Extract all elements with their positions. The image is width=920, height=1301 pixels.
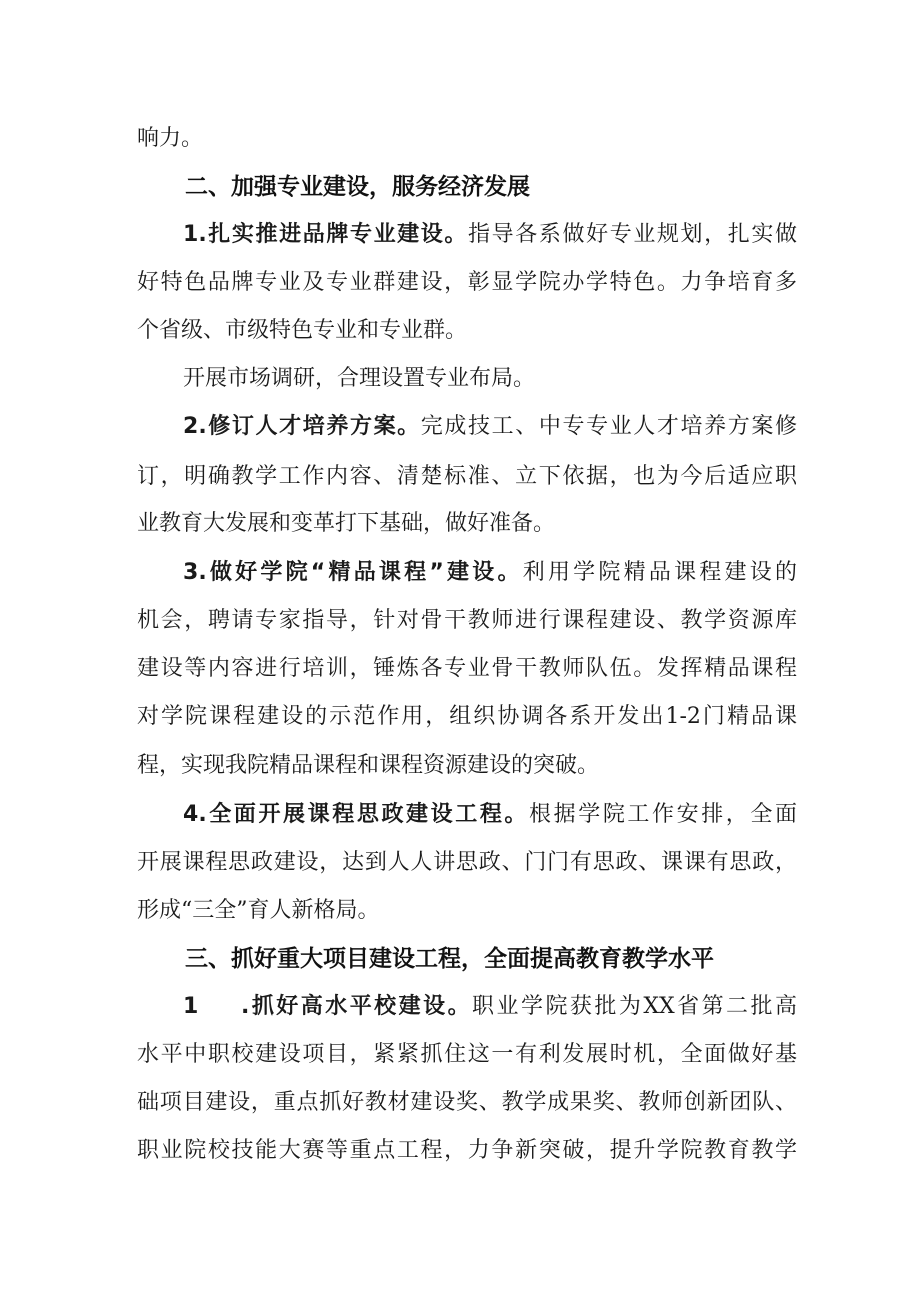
item-5-line-3: 础项目建设，重点抓好教材建设奖、教学成果奖、教师创新团队、: [137, 1090, 797, 1115]
item-5-line-2: 水平中职校建设项目，紧紧抓住这一有利发展时机，全面做好基: [137, 1042, 797, 1067]
item-5-title: .抓好高水平校建设。: [241, 994, 473, 1019]
paragraph-line: 响力。: [137, 126, 204, 151]
item-5-number: 1: [183, 994, 199, 1019]
item-4-title: .全面开展课程思政建设工程。: [198, 802, 530, 827]
item-4-number: 4: [183, 802, 199, 827]
item-2-number: 2: [183, 414, 199, 439]
item-3-line-3: 建设等内容进行培训，锤炼各专业骨干教师队伍。发挥精品课程: [137, 656, 797, 681]
item-1-title: .扎实推进品牌专业建设。: [198, 222, 469, 247]
item-1-line-3: 个省级、市级特色专业和专业群。: [137, 318, 468, 343]
item-5-line-1: [183, 992, 797, 1022]
item-4-line-3: 形成“三全”育人新格局。: [137, 898, 380, 923]
item-2-title: .修订人才培养方案。: [198, 414, 421, 439]
section-heading-2: 二、加强专业建设，服务经济发展: [185, 174, 530, 200]
item-1-number: 1: [183, 222, 199, 247]
item-2-line-1: [183, 412, 797, 442]
item-3-title: .做好学院“精品课程”建设。: [198, 560, 523, 585]
item-3-line-2: 机会，聘请专家指导，针对骨干教师进行课程建设、教学资源库: [137, 608, 797, 633]
paragraph-market: 开展市场调研，合理设置专业布局。: [183, 366, 536, 391]
item-3-text: 利用学院精品课程建设的: [522, 560, 797, 585]
section-heading-3: 三、抓好重大项目建设工程，全面提高教育教学水平: [185, 946, 714, 972]
item-3-line-4: 对学院课程建设的示范作用，组织协调各系开发出1-2门精品课: [137, 704, 797, 729]
item-4-line-2: 开展课程思政建设，达到人人讲思政、门门有思政、课课有思政，: [137, 850, 797, 875]
item-1-line-2: 好特色品牌专业及专业群建设，彰显学院办学特色。力争培育多: [137, 270, 797, 295]
item-4-line-1: [183, 800, 797, 830]
item-1-text: 指导各系做好专业规划，扎实做: [468, 222, 797, 247]
item-3-line-1: [183, 558, 797, 588]
item-4-text: 根据学院工作安排，全面: [529, 802, 797, 827]
item-3-line-5: 程，实现我院精品课程和课程资源建设的突破。: [137, 753, 600, 778]
item-5-text: 职业学院获批为XX省第二批高: [472, 994, 797, 1019]
item-1-line-1: [183, 220, 797, 250]
item-2-line-3: 业教育大发展和变革打下基础，做好准备。: [137, 511, 556, 536]
item-3-number: 3: [183, 560, 199, 585]
item-5-line-4: 职业院校技能大赛等重点工程，力争新突破，提升学院教育教学: [137, 1138, 797, 1163]
item-2-text: 完成技工、中专专业人才培养方案修: [420, 414, 797, 439]
item-2-line-2: 订，明确教学工作内容、清楚标准、立下依据，也为今后适应职: [137, 464, 797, 489]
